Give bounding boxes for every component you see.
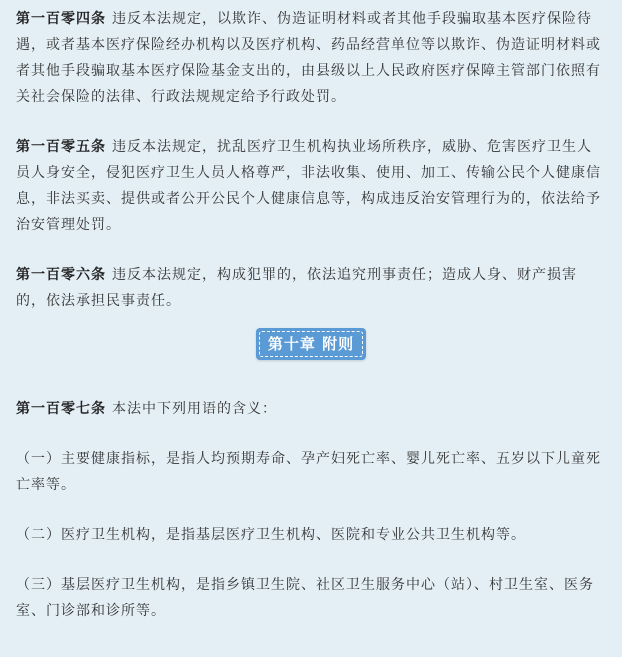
article-text: 本法中下列用语的含义： xyxy=(112,401,277,417)
chapter-heading-wrap xyxy=(8,328,614,360)
paragraph-spacer xyxy=(8,548,614,572)
paragraph-spacer xyxy=(8,238,614,262)
article-106 xyxy=(8,262,614,314)
definition-item: （三）基层医疗卫生机构，是指乡镇卫生院、社区卫生服务中心（站）、村卫生室、医务室、门诊部和诊所等。 xyxy=(16,577,594,619)
article-number: 第一百零四条 xyxy=(16,11,106,27)
article-text: 违反本法规定，构成犯罪的，依法追究刑事责任；造成人身、财产损害的，依法承担民事责任。 xyxy=(16,267,577,309)
definition-item: （二）医疗卫生机构，是指基层医疗卫生机构、医院和专业公共卫生机构等。 xyxy=(16,527,526,543)
article-107 xyxy=(8,396,614,422)
paragraph-spacer xyxy=(8,422,614,446)
paragraph-spacer xyxy=(8,498,614,522)
article-105 xyxy=(8,134,614,238)
article-text: 违反本法规定，以欺诈、伪造证明材料或者其他手段骗取基本医疗保险待遇，或者基本医疗保险经办机构以及医疗机构、药品经营单位等以欺诈、伪造证明材料或者其他手段骗取基本医疗保险基金支出的，由县级以上人民政府医疗保障主管部门依照有关社会保险的法律、行政法规规定给予行政处罚。 xyxy=(16,11,601,105)
chapter-badge xyxy=(256,328,366,360)
article-104 xyxy=(8,6,614,110)
article-number: 第一百零六条 xyxy=(16,267,106,283)
paragraph-spacer xyxy=(8,110,614,134)
chapter-title: 第十章 附则 xyxy=(259,331,363,357)
definition-item: （一）主要健康指标，是指人均预期寿命、孕产妇死亡率、婴儿死亡率、五岁以下儿童死亡率等。 xyxy=(16,451,601,493)
article-text: 违反本法规定，扰乱医疗卫生机构执业场所秩序，威胁、危害医疗卫生人员人身安全，侵犯医疗卫生人员人格尊严，非法收集、使用、加工、传输公民个人健康信息，非法买卖、提供或者公开公民个人健康信息等，构成违反治安管理行为的，依法给予治安管理处罚。 xyxy=(16,139,601,233)
article-number: 第一百零七条 xyxy=(16,401,106,417)
article-number: 第一百零五条 xyxy=(16,139,106,155)
